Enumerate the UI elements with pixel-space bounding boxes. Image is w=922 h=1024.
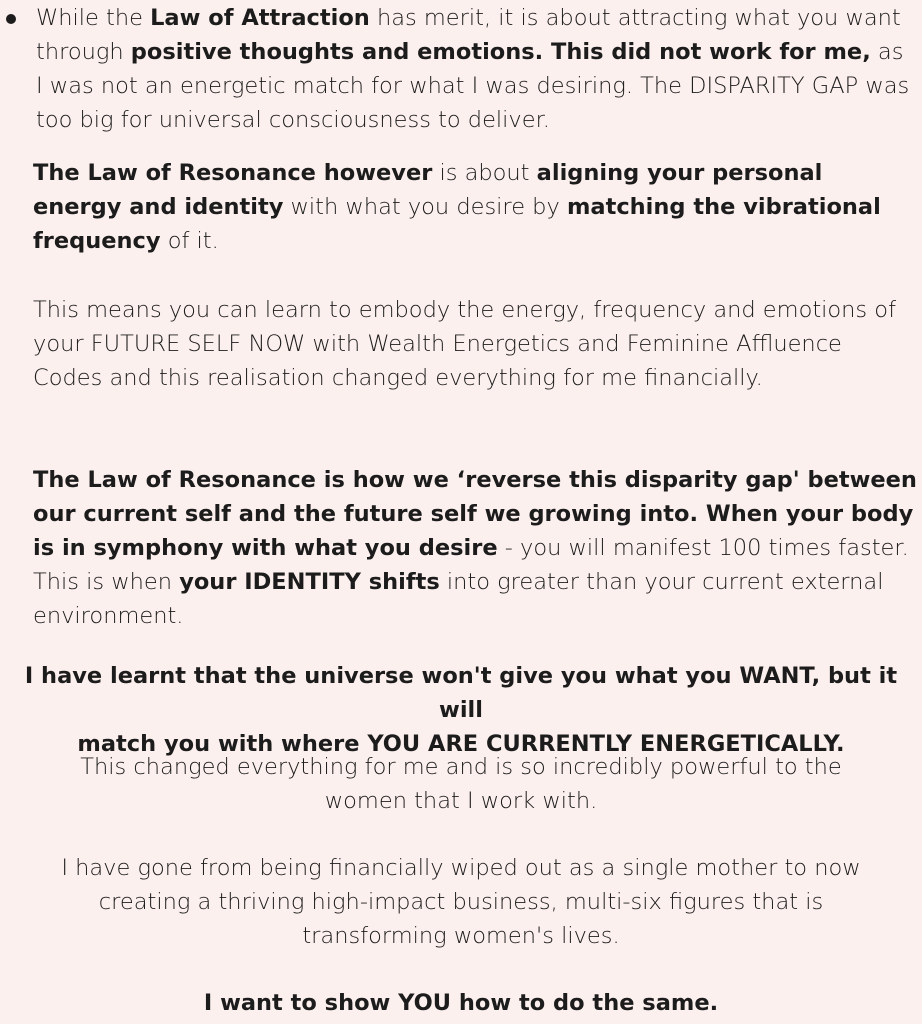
universe-statement-line: match you with where YOU ARE CURRENTLY ENERGETICALLY.: [77, 731, 845, 757]
text-run: is about: [432, 160, 537, 186]
law-of-attraction-paragraph: [36, 1, 916, 137]
changed-everything-paragraph: [0, 750, 922, 818]
text-line: transforming women's lives.: [302, 923, 620, 949]
bold-run: Law of Attraction: [150, 5, 370, 31]
text-run: of it.: [160, 228, 219, 254]
bold-run: The Law of Resonance however: [33, 160, 433, 186]
text-run: - you will manifest 100 times faster. This is when: [33, 535, 909, 595]
text-line: creating a thriving high-impact business, multi-six figures that is: [98, 889, 824, 915]
text-run: with what you desire by: [283, 194, 567, 220]
text-run: into greater than your current external environment.: [33, 569, 884, 629]
law-of-resonance-paragraph: [33, 156, 917, 258]
journey-paragraph: [0, 851, 922, 953]
text-line: women that I work with.: [324, 788, 598, 814]
bold-run: The Law of Resonance is how we ‘reverse this disparity gap' between our current self and the future self we growing into. When your body is in symphony with what you desire: [33, 467, 917, 561]
bullet-item-law-of-attraction: [36, 1, 916, 137]
text-run: as I was not an energetic match for what I was desiring. The DISPARITY GAP was too big for universal consciousness to deliver.: [36, 39, 910, 133]
closing-statement: [0, 986, 922, 1020]
universe-statement: [0, 659, 922, 761]
closing-statement-text: I want to show YOU how to do the same.: [203, 990, 719, 1016]
bold-run: your IDENTITY shifts: [179, 569, 440, 595]
bold-run: aligning your personal energy and identity: [33, 160, 823, 220]
text-run: While the: [36, 5, 151, 31]
bullet-dot-icon: [6, 14, 16, 24]
bold-run: positive thoughts and emotions. This did not work for me,: [130, 39, 871, 65]
disparity-gap-paragraph: [33, 463, 917, 633]
embody-future-self-paragraph: [33, 293, 917, 395]
text-line: This changed everything for me and is so incredibly powerful to the: [80, 754, 842, 780]
universe-statement-line: I have learnt that the universe won't give you what you WANT, but it will: [24, 663, 898, 723]
text-run: has merit, it is about attracting what you want through: [36, 5, 901, 65]
text-line: I have gone from being financially wiped out as a single mother to now: [61, 855, 861, 881]
text-run: This means you can learn to embody the energy, frequency and emotions of your FUTURE SELF NOW with Wealth Energetics and Feminine Affluence Codes and this realisation changed everything for me financially.: [33, 297, 896, 391]
bold-run: matching the vibrational frequency: [33, 194, 881, 254]
